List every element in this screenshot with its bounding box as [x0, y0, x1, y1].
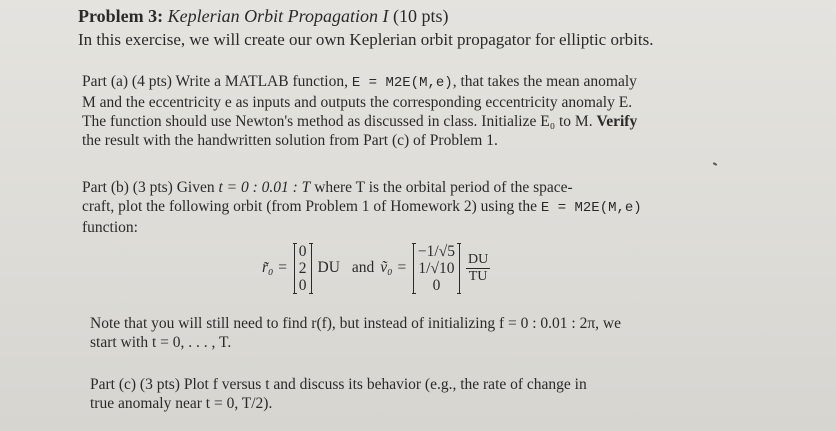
- intro-text: In this exercise, we will create our own Keplerian orbit propagator for elliptic orbits.: [78, 30, 654, 49]
- v0-vector: [413, 243, 460, 294]
- note: [90, 314, 621, 352]
- r0-vector: [294, 243, 312, 294]
- r0-unit: DU: [317, 259, 340, 276]
- problem-name: Keplerian Orbit Propagation I: [167, 6, 389, 26]
- part-b-line-1-tail: where T is the orbital period of the space-: [310, 179, 573, 196]
- part-b: [82, 178, 642, 237]
- part-a-line-3-text: The function should use Newton's method as discussed in class. Initialize E₀ to M.: [82, 113, 597, 130]
- part-a-line-2: M and the eccentricity e as inputs and outputs the corresponding eccentricity anomaly E.: [82, 94, 633, 111]
- r0-x: 0: [298, 242, 307, 260]
- v0-z: 0: [432, 276, 441, 294]
- part-a-code: E = M2E(M,e): [351, 75, 453, 91]
- part-a: [82, 72, 637, 150]
- v0-x: −1/√5: [417, 242, 455, 260]
- v0-y: 1/√10: [418, 259, 455, 277]
- note-line-1: Note that you will still need to find r(f), but instead of initializing f = 0 : 0.01 : 2π, we: [90, 315, 621, 332]
- note-line-2: start with t = 0, . . . , T.: [90, 334, 232, 351]
- and-text: and: [351, 259, 375, 276]
- part-a-line-1: [82, 72, 637, 93]
- r0-y: 2: [298, 259, 307, 277]
- part-a-line-1-head: Part (a) (4 pts) Write a MATLAB function,: [82, 73, 352, 90]
- part-c-line-1: Part (c) (3 pts) Plot f versus t and discuss its behavior (e.g., the rate of change in: [90, 376, 587, 393]
- stray-mark: [713, 162, 717, 166]
- part-b-line-1: [82, 178, 642, 197]
- part-c: [90, 375, 587, 413]
- problem-title: [78, 6, 448, 27]
- part-b-line-2-head: craft, plot the following orbit (from Problem 1 of Homework 2) using the: [82, 198, 541, 215]
- part-b-code: E = M2E(M,e): [540, 200, 642, 216]
- part-a-verify: Verify: [596, 113, 638, 130]
- part-a-line-4: the result with the handwritten solution from Part (c) of Problem 1.: [82, 132, 498, 149]
- problem-points: (10 pts): [392, 6, 449, 26]
- v0-unit: [466, 252, 490, 285]
- part-a-line-3: [82, 112, 637, 131]
- v0-unit-top: DU: [467, 251, 489, 267]
- r0-symbol: r̃₀ =: [262, 259, 288, 276]
- initial-conditions-equation: [262, 232, 490, 304]
- part-b-line-1-head: Part (b) (3 pts) Given: [82, 179, 219, 196]
- v0-symbol: ṽ₀ =: [380, 259, 407, 276]
- part-b-time-range: t = 0 : 0.01 : T: [218, 179, 311, 196]
- part-a-line-1-tail: , that takes the mean anomaly: [452, 73, 637, 90]
- r0-z: 0: [298, 276, 307, 294]
- v0-unit-bottom: TU: [468, 268, 488, 284]
- part-b-line-2: [82, 197, 642, 218]
- part-b-line-3: function:: [82, 219, 138, 236]
- problem-label: Problem 3:: [78, 6, 164, 26]
- part-c-line-2: true anomaly near t = 0, T/2).: [90, 395, 273, 412]
